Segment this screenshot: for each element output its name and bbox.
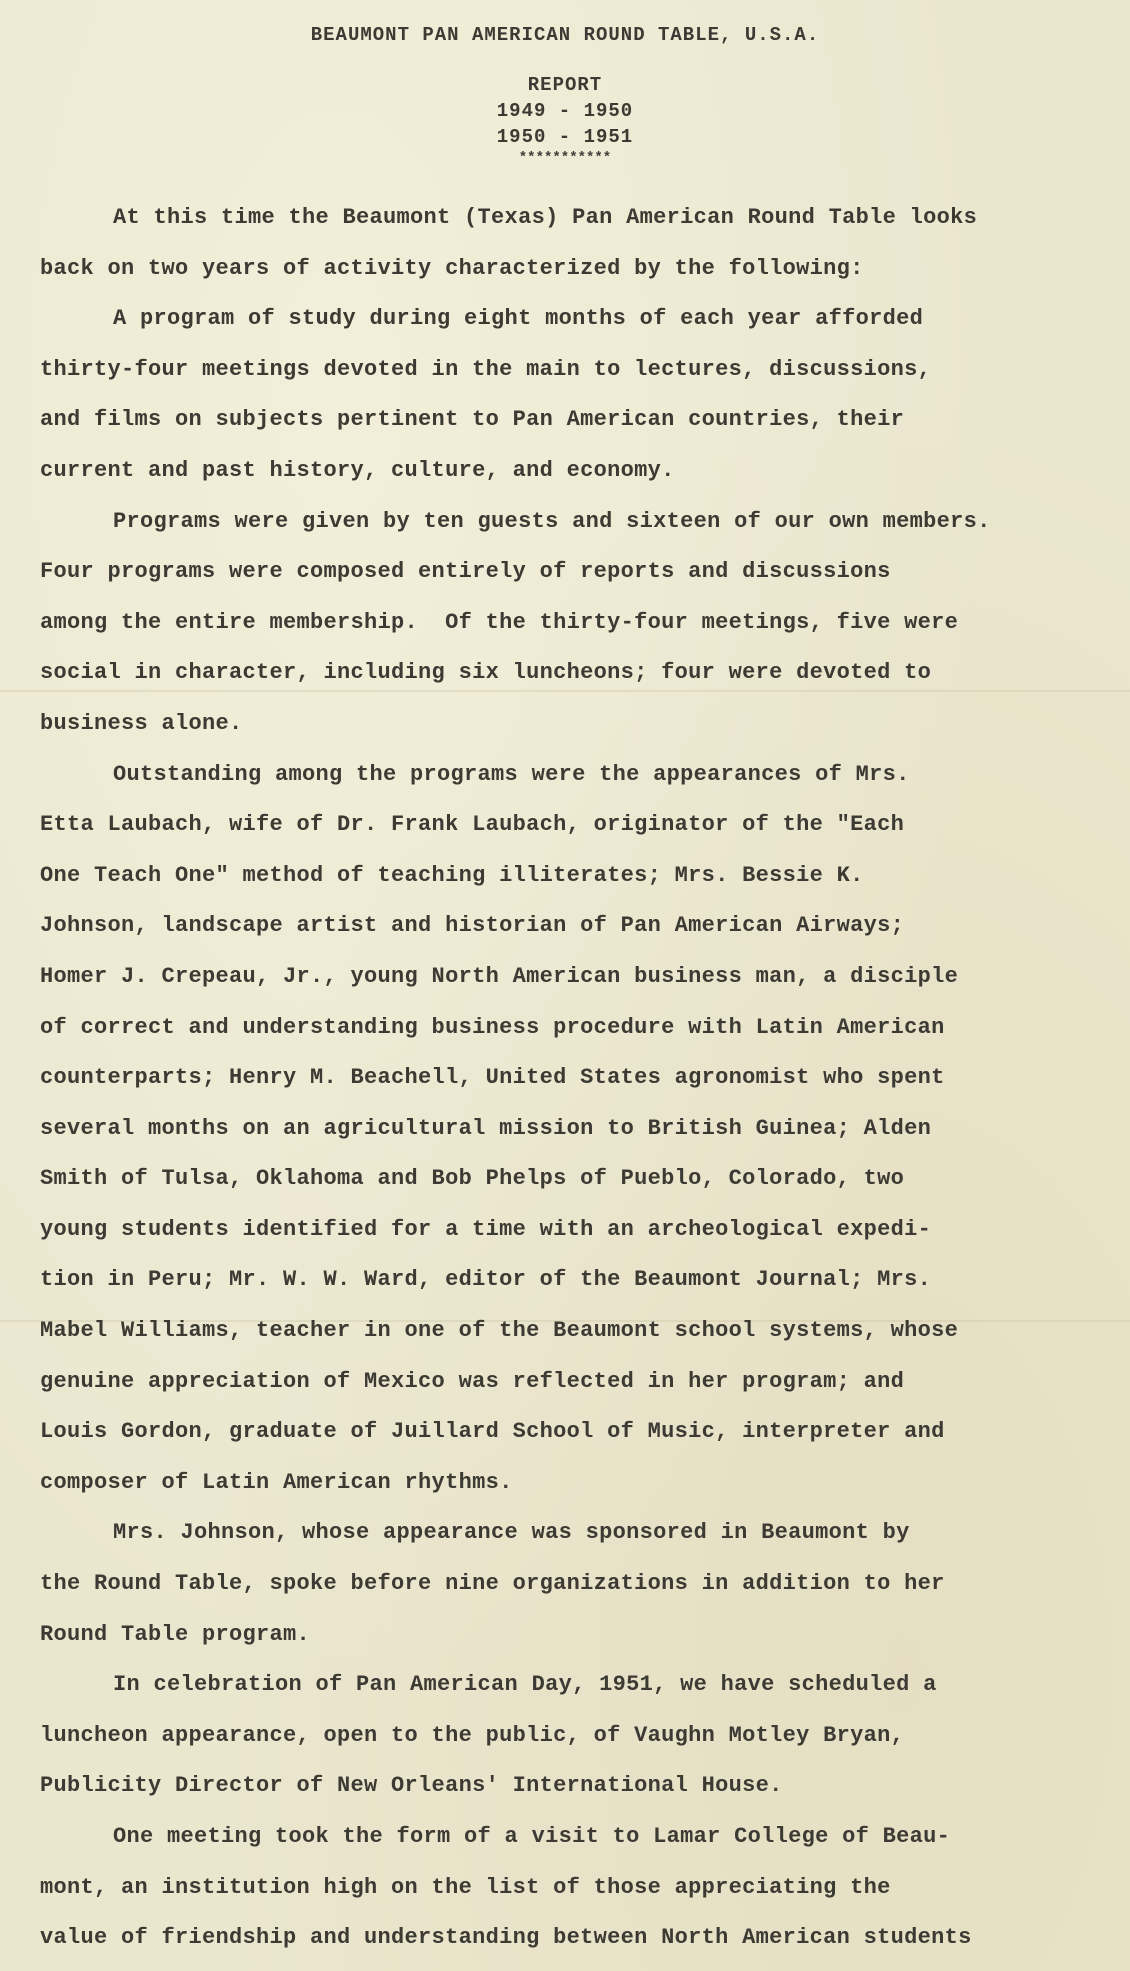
text-line: In celebration of Pan American Day, 1951, we have scheduled a xyxy=(113,1672,937,1698)
text-line: back on two years of activity characterized by the following: xyxy=(40,255,864,281)
text-line: luncheon appearance, open to the public, of Vaughn Motley Bryan, xyxy=(40,1722,905,1748)
text-line: Etta Laubach, wife of Dr. Frank Laubach, originator of the "Each xyxy=(40,812,905,838)
text-line: and films on subjects pertinent to Pan American countries, their xyxy=(40,407,905,433)
text-line: counterparts; Henry M. Beachell, United States agronomist who spent xyxy=(40,1065,945,1091)
text-line: business alone. xyxy=(40,710,243,736)
report-heading: REPORT xyxy=(527,74,603,96)
text-line: Publicity Director of New Orleans' International House. xyxy=(40,1773,783,1799)
text-line: At this time the Beaumont (Texas) Pan American Round Table looks xyxy=(113,205,978,230)
report-body xyxy=(40,193,1100,1964)
text-line: several months on an agricultural mission to British Guinea; Alden xyxy=(40,1115,932,1141)
text-line: among the entire membership. Of the thirty-four meetings, five were xyxy=(40,609,959,635)
text-line: of correct and understanding business procedure with Latin American xyxy=(40,1014,945,1040)
text-line: Four programs were composed entirely of reports and discussions xyxy=(40,559,891,585)
header-separator: *********** xyxy=(518,150,612,166)
report-year-2: 1950 - 1951 xyxy=(496,126,634,148)
text-line: Johnson, landscape artist and historian of Pan American Airways; xyxy=(40,913,905,939)
text-line: value of friendship and understanding between North American students xyxy=(40,1925,972,1951)
text-line: One meeting took the form of a visit to Lamar College of Beau- xyxy=(113,1824,951,1849)
text-line: genuine appreciation of Mexico was reflected in her program; and xyxy=(40,1368,905,1394)
text-line: tion in Peru; Mr. W. W. Ward, editor of the Beaumont Journal; Mrs. xyxy=(40,1267,932,1293)
text-line: One Teach One" method of teaching illiterates; Mrs. Bessie K. xyxy=(40,862,864,888)
text-line: Outstanding among the programs were the appearances of Mrs. xyxy=(113,761,910,787)
text-line: current and past history, culture, and economy. xyxy=(40,457,675,483)
text-line: the Round Table, spoke before nine organizations in addition to her xyxy=(40,1571,945,1597)
text-line: young students identified for a time with an archeological expedi- xyxy=(40,1216,932,1242)
text-line: Round Table program. xyxy=(40,1621,311,1647)
report-year-1: 1949 - 1950 xyxy=(496,100,634,122)
text-line: Smith of Tulsa, Oklahoma and Bob Phelps of Pueblo, Colorado, two xyxy=(40,1166,905,1192)
document-title: BEAUMONT PAN AMERICAN ROUND TABLE, U.S.A. xyxy=(310,24,820,46)
text-line: A program of study during eight months of each year afforded xyxy=(113,306,924,332)
text-line: Programs were given by ten guests and sixteen of our own members. xyxy=(113,508,991,534)
text-line: Homer J. Crepeau, Jr., young North American business man, a disciple xyxy=(40,963,959,989)
text-line: composer of Latin American rhythms. xyxy=(40,1469,513,1495)
text-line: Louis Gordon, graduate of Juillard School of Music, interpreter and xyxy=(40,1419,945,1445)
text-line: Mrs. Johnson, whose appearance was sponsored in Beaumont by xyxy=(113,1520,910,1546)
text-line: social in character, including six luncheons; four were devoted to xyxy=(40,660,932,686)
text-line: Mabel Williams, teacher in one of the Beaumont school systems, whose xyxy=(40,1318,959,1344)
text-line: thirty-four meetings devoted in the main to lectures, discussions, xyxy=(40,356,932,382)
text-line: mont, an institution high on the list of those appreciating the xyxy=(40,1874,891,1900)
